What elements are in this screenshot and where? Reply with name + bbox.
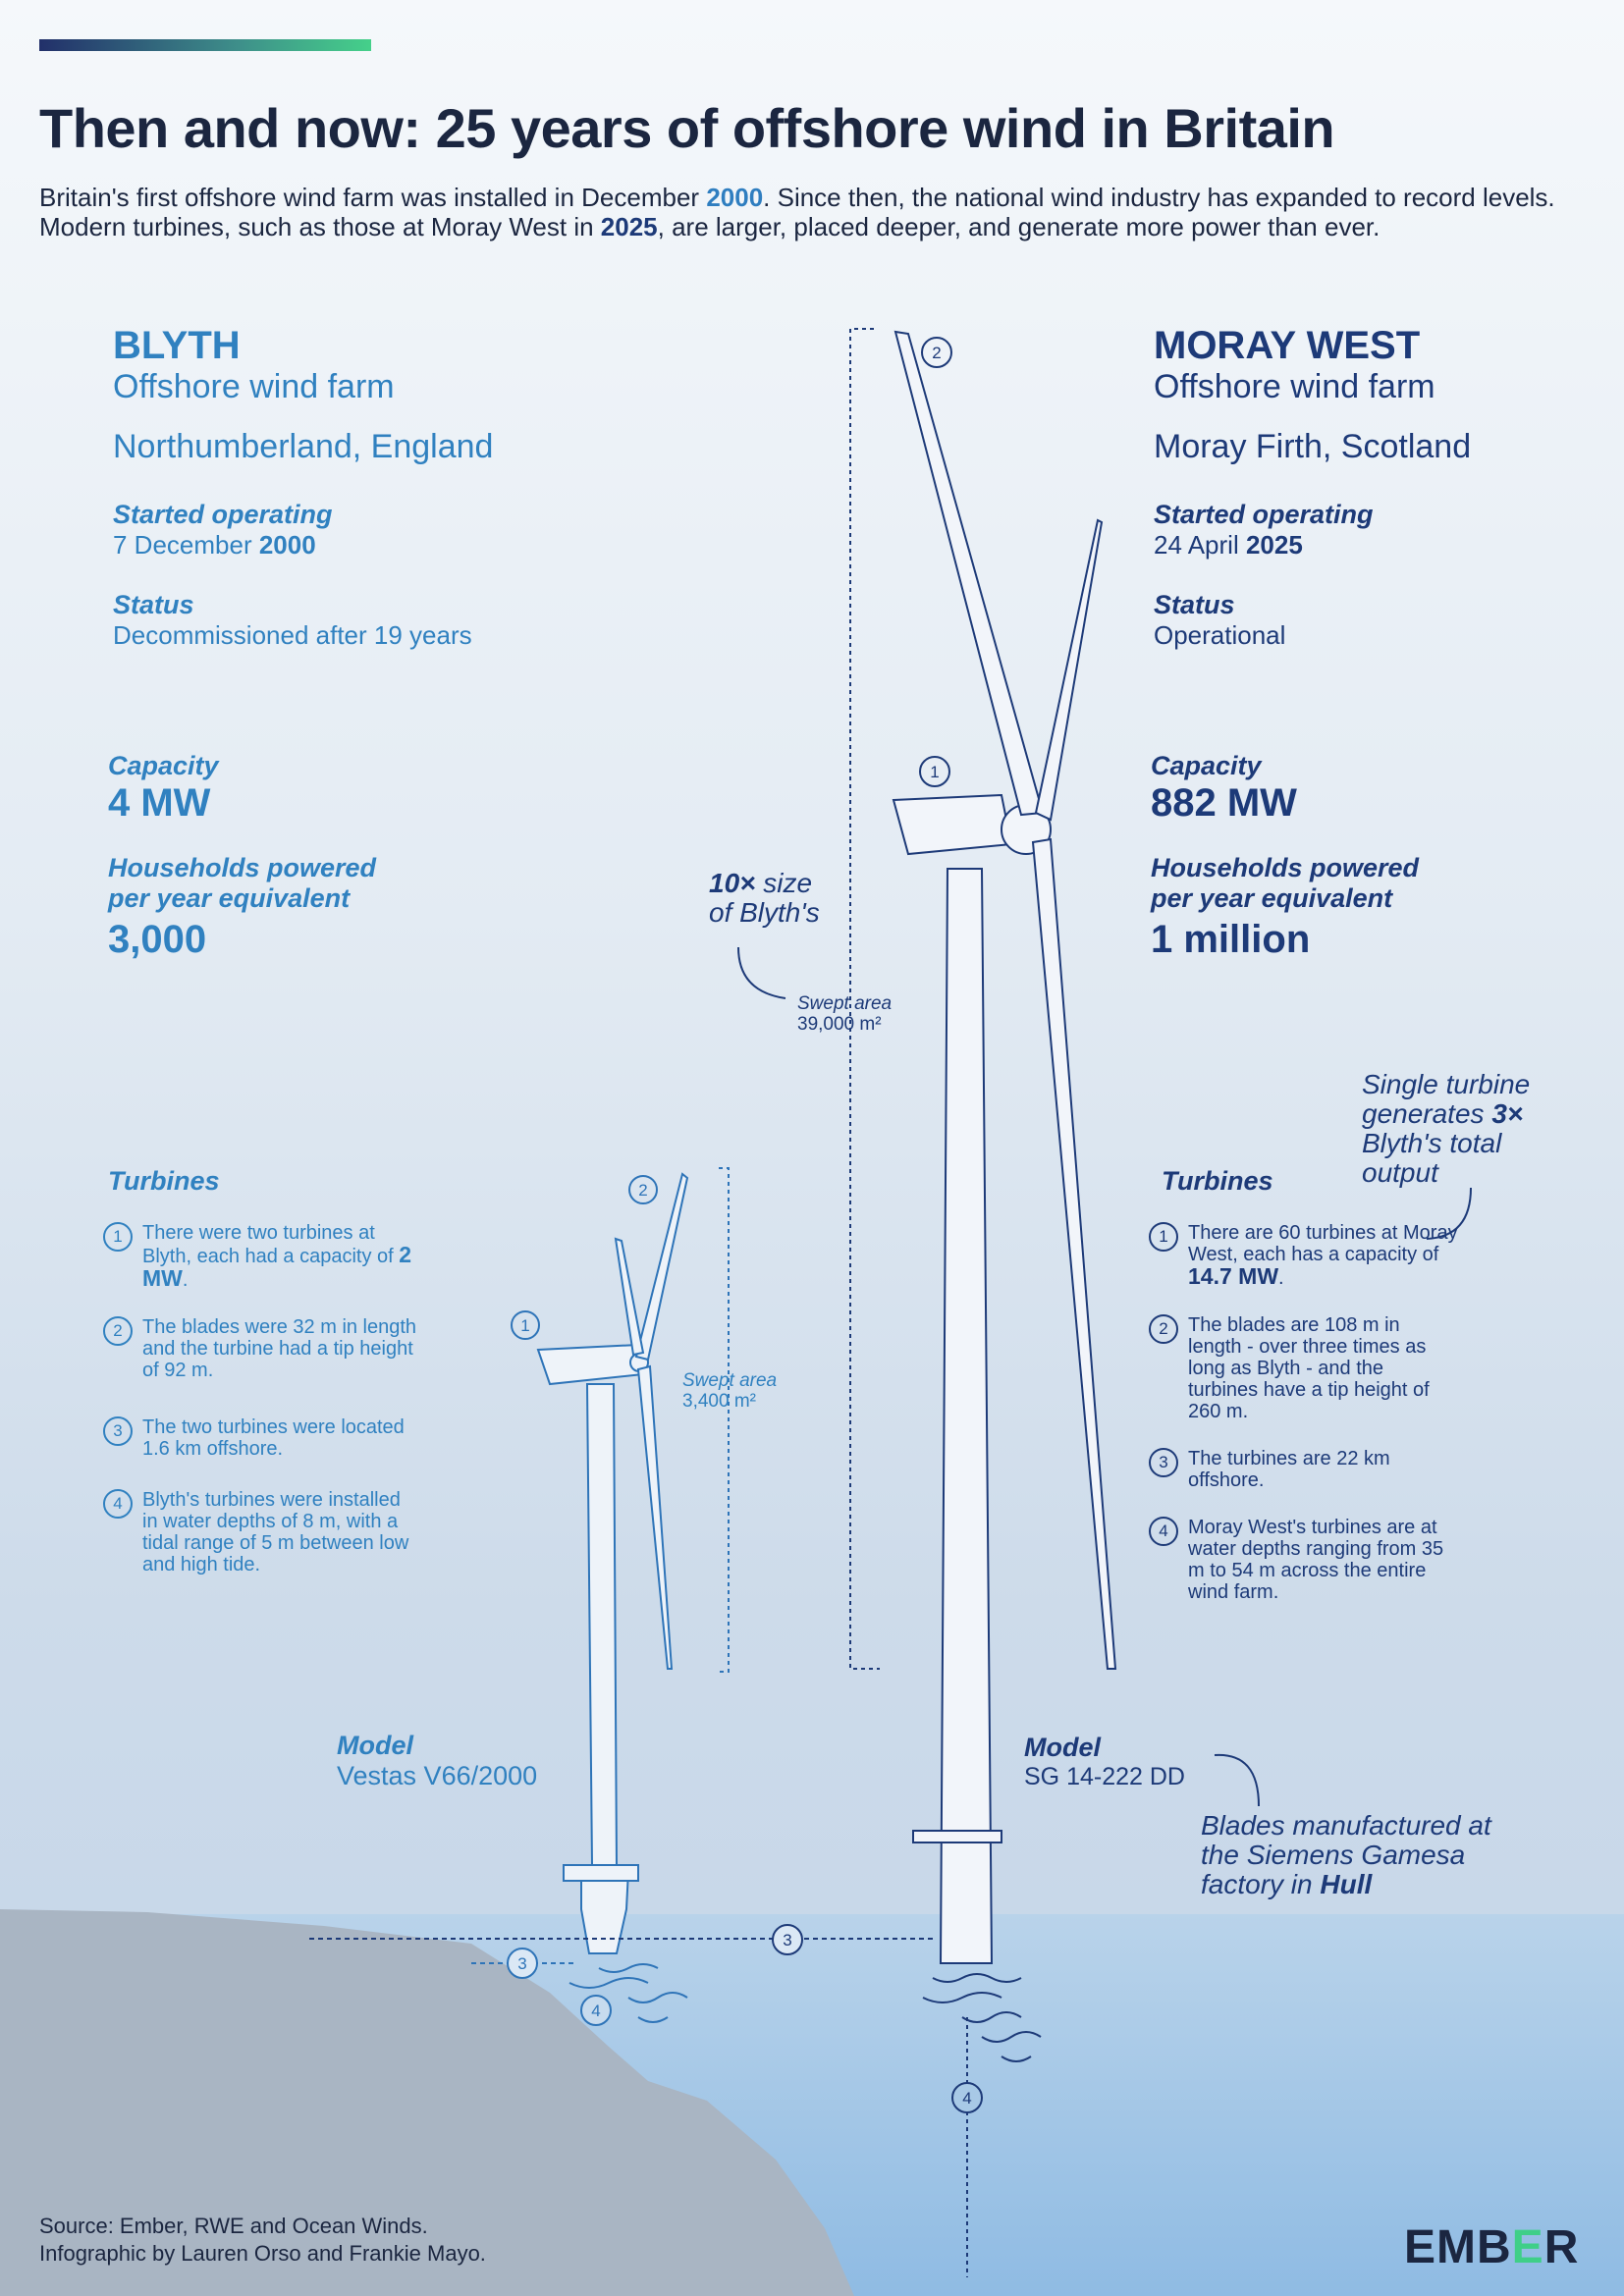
svg-text:3: 3 xyxy=(517,1954,527,1973)
list-item: 2 The blades were 32 m in length and the turbine had a tip height of 92 m. xyxy=(103,1316,417,1381)
moray-stats: Capacity 882 MW Households powered per year equivalent 1 million xyxy=(1151,751,1420,961)
moray-status-label: Status xyxy=(1154,590,1235,619)
svg-text:4: 4 xyxy=(962,2089,972,2108)
moray-status-value: Operational xyxy=(1154,620,1286,650)
moray-capacity: 882 MW xyxy=(1151,781,1297,825)
blyth-marker-1: 1 xyxy=(520,1316,530,1335)
blyth-status-label: Status xyxy=(113,590,194,619)
source-footer: Source: Ember, RWE and Ocean Winds. Infographic by Lauren Orso and Frankie Mayo. xyxy=(39,2214,486,2266)
blyth-marker-2: 2 xyxy=(638,1181,648,1200)
blyth-started-label: Started operating xyxy=(113,500,333,529)
moray-model: Model SG 14-222 DD xyxy=(1024,1733,1185,1790)
blyth-location: Northumberland, England xyxy=(113,428,494,465)
blyth-model: Model Vestas V66/2000 xyxy=(337,1731,538,1790)
moray-location: Moray Firth, Scotland xyxy=(1154,428,1472,465)
blyth-type: Offshore wind farm xyxy=(113,368,395,405)
blyth-capacity: 4 MW xyxy=(108,781,211,825)
list-item: 1 There were two turbines at Blyth, each had a capacity of 2 MW. xyxy=(103,1222,417,1291)
list-item: 4 Blyth's turbines were installed in water depths of 8 m, with a tidal range of 5 m between low and high tide. xyxy=(103,1489,417,1575)
ember-logo: EMBER xyxy=(1404,2221,1580,2273)
moray-turbine-list xyxy=(1149,1222,1458,1603)
blyth-name: BLYTH xyxy=(113,324,241,367)
moray-marker-1: 1 xyxy=(930,763,940,781)
moray-households: 1 million xyxy=(1151,918,1311,961)
moray-name: MORAY WEST xyxy=(1154,324,1421,367)
list-item: 2 The blades are 108 m in length - over three times as long as Blyth - and the turbines have a tip height of 260 m. xyxy=(1149,1314,1458,1422)
size-annotation: 10× size of Blyth's xyxy=(709,868,820,928)
blyth-started-value: 7 December 2000 xyxy=(113,530,316,560)
hull-annotation: Blades manufactured at the Siemens Gamesa factory in Hull xyxy=(1201,1810,1491,1899)
single-turbine-annotation: Single turbine generates 3× Blyth's total output xyxy=(1362,1069,1531,1188)
moray-started-value: 24 April 2025 xyxy=(1154,530,1303,560)
blyth-turbines-label: Turbines xyxy=(108,1166,220,1196)
moray-info xyxy=(1154,324,1471,651)
moray-turbines-label: Turbines xyxy=(1162,1166,1273,1196)
moray-started-label: Started operating xyxy=(1154,500,1374,529)
blyth-swept-area: Swept area 3,400 m² xyxy=(682,1370,778,1412)
accent-bar xyxy=(39,39,371,51)
list-item: 3 The turbines are 22 km offshore. xyxy=(1149,1448,1458,1491)
svg-text:3: 3 xyxy=(783,1931,792,1949)
blyth-turbine-list xyxy=(103,1222,417,1575)
blyth-turbine xyxy=(538,1168,729,2022)
list-item: 3 The two turbines were located 1.6 km offshore. xyxy=(103,1416,417,1460)
blyth-households: 3,000 xyxy=(108,918,207,961)
intro-text: Britain's first offshore wind farm was installed in December 2000. Since then, the national wind industry has expanded to record levels. Modern turbines, such as those at Moray West in 2025, are larger, placed deeper, and generate more power than ever. xyxy=(39,183,1555,241)
list-item: 1 There are 60 turbines at Moray West, each has a capacity of 14.7 MW. xyxy=(1149,1222,1458,1289)
moray-marker-2: 2 xyxy=(932,344,942,362)
svg-text:4: 4 xyxy=(591,2002,601,2020)
blyth-status-value: Decommissioned after 19 years xyxy=(113,620,472,650)
blyth-info xyxy=(113,324,493,651)
moray-swept-area: Swept area 39,000 m² xyxy=(797,993,893,1035)
blyth-stats: Capacity 4 MW Households powered per year equivalent 3,000 xyxy=(108,751,377,961)
list-item: 4 Moray West's turbines are at water depths ranging from 35 m to 54 m across the entire wind farm. xyxy=(1149,1517,1458,1603)
page-title: Then and now: 25 years of offshore wind in Britain xyxy=(39,97,1335,159)
moray-type: Offshore wind farm xyxy=(1154,368,1435,405)
